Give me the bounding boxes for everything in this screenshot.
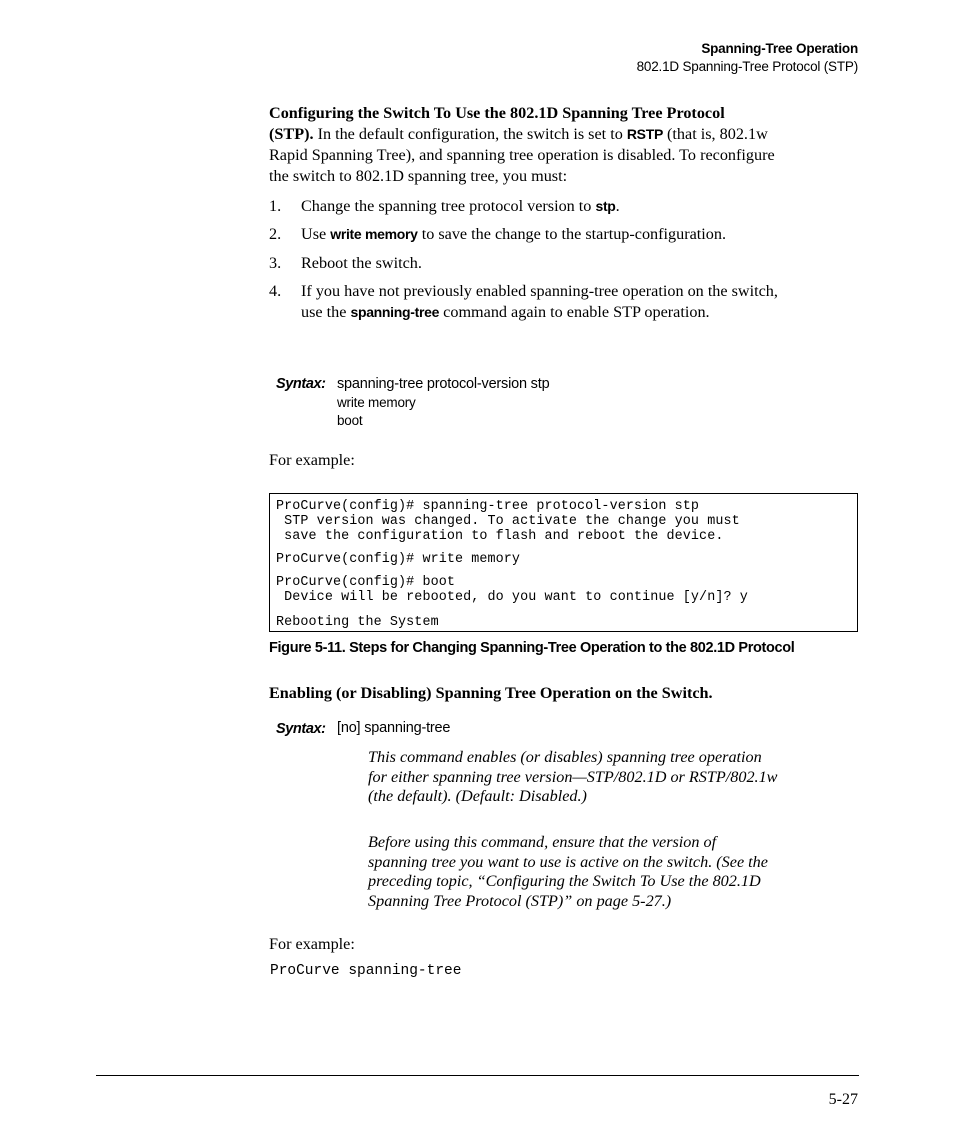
syntax-label: Syntax: — [276, 376, 326, 392]
footer-rule — [96, 1075, 859, 1076]
intro-heading-line1: Configuring the Switch To Use the 802.1D Spanning Tree Protocol — [269, 104, 725, 122]
step-2: 2. Use write memory to save the change to the startup-configuration. — [269, 225, 727, 243]
command-note: Before using this command, ensure that the version of spanning tree you want to use is active on the switch. (See the preceding topic, “Configuring the Switch To Use the 802.1D Spanning Tree Protocol (STP)” on page 5-27.) — [368, 833, 768, 910]
intro-paragraph — [269, 103, 861, 187]
intro-heading-line2: (STP). — [269, 125, 314, 143]
keyword-stp: stp — [595, 198, 616, 214]
for-example-label: For example: — [269, 935, 355, 953]
running-header-chapter: Spanning-Tree Operation — [701, 41, 858, 56]
command-description: This command enables (or disables) spanning tree operation for either spanning tree version—STP/802.1D or RSTP/802.1w (the default). (Default: Disabled.) — [368, 748, 778, 806]
keyword-write-memory: write memory — [330, 226, 418, 242]
terminal-line: save the configuration to flash and reboot the device. — [276, 529, 724, 544]
syntax-label: Syntax: — [276, 721, 326, 737]
syntax-line-2: write memory — [337, 395, 416, 410]
intro-line4: the switch to 802.1D spanning tree, you must: — [269, 167, 568, 185]
terminal-line: Rebooting the System — [276, 615, 439, 630]
syntax-line-1: spanning-tree protocol-version stp — [337, 376, 550, 392]
for-example-label: For example: — [269, 451, 355, 469]
syntax-command: [no] spanning-tree — [337, 720, 451, 736]
intro-line3: Rapid Spanning Tree), and spanning tree operation is disabled. To reconfigure — [269, 146, 775, 164]
terminal-line: ProCurve(config)# spanning-tree protocol-version stp — [276, 499, 700, 514]
enable-heading: Enabling (or Disabling) Spanning Tree Operation on the Switch. — [269, 684, 713, 702]
terminal-figure — [269, 493, 858, 632]
step-3: 3. Reboot the switch. — [269, 254, 422, 272]
step-1: 1. Change the spanning tree protocol version to stp. — [269, 197, 620, 215]
keyword-rstp: RSTP — [626, 126, 663, 142]
intro-line2: (STP). In the default configuration, the switch is set to RSTP (that is, 802.1w — [269, 125, 768, 143]
syntax-line-3: boot — [337, 413, 363, 428]
terminal-line: ProCurve(config)# write memory — [276, 552, 521, 567]
figure-caption: Figure 5-11. Steps for Changing Spanning-Tree Operation to the 802.1D Protocol — [269, 640, 795, 656]
example-command: ProCurve spanning-tree — [270, 963, 462, 979]
terminal-line: STP version was changed. To activate the change you must — [276, 514, 740, 529]
page-number: 5-27 — [828, 1091, 858, 1108]
terminal-line: Device will be rebooted, do you want to continue [y/n]? y — [276, 590, 748, 605]
running-header-section: 802.1D Spanning-Tree Protocol (STP) — [636, 59, 858, 74]
keyword-spanning-tree: spanning-tree — [350, 304, 440, 320]
step-4: 4. If you have not previously enabled spanning-tree operation on the switch, use the spanning-tree command again to enable STP operation. — [269, 282, 778, 321]
terminal-line: ProCurve(config)# boot — [276, 575, 455, 590]
